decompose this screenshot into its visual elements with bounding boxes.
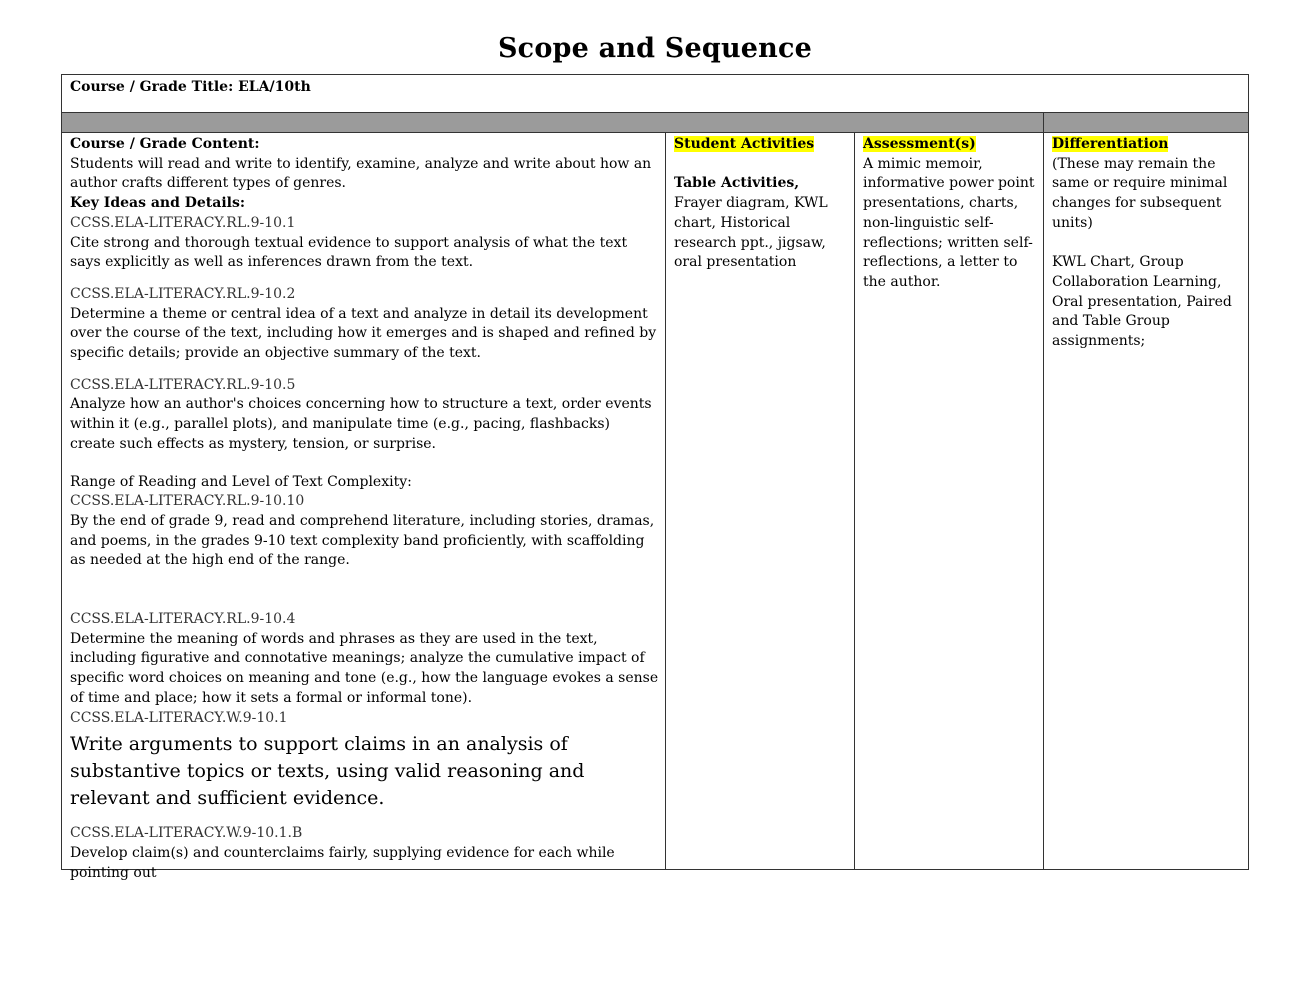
standard-text: Cite strong and thorough textual evidence to support analysis of what the text says explicitly as well as inferences drawn from the text. bbox=[70, 234, 628, 271]
standard-code: CCSS.ELA-LITERACY.RL.9-10.10 bbox=[70, 493, 305, 510]
content-heading: Course / Grade Content: bbox=[70, 136, 260, 152]
student-activities-heading: Student Activities bbox=[674, 136, 815, 152]
differentiation-column bbox=[1044, 133, 1248, 870]
differentiation-heading: Differentiation bbox=[1052, 136, 1169, 152]
standard-code: CCSS.ELA-LITERACY.RL.9-10.2 bbox=[70, 285, 296, 302]
standard-code: CCSS.ELA-LITERACY.RL.9-10.4 bbox=[70, 611, 296, 628]
student-activities-text bbox=[674, 174, 850, 273]
course-title: Course / Grade Title: ELA/10th bbox=[70, 79, 311, 95]
standard-code: CCSS.ELA-LITERACY.W.9-10.1 bbox=[70, 709, 288, 726]
header-bar-divider bbox=[1043, 113, 1044, 132]
course-title-row bbox=[62, 75, 1248, 113]
standard-text-large: Write arguments to support claims in an analysis of substantive topics or texts, using valid reasoning and relevant and sufficient evidence. bbox=[70, 733, 585, 810]
standard-text: Analyze how an author's choices concerning how to structure a text, order events within it (e.g., parallel plots), and manipulate time (e.g., pacing, flashbacks) create such effects as mystery, tension, or surprise. bbox=[70, 396, 652, 452]
standard-text: Determine a theme or central idea of a text and analyze in detail its development over the course of the text, including how it emerges and is shaped and refined by specific details; provide an objective summary of the text. bbox=[70, 305, 657, 362]
scope-table bbox=[61, 74, 1249, 881]
key-ideas-heading: Key Ideas and Details: bbox=[70, 195, 246, 212]
page-title: Scope and Sequence bbox=[497, 33, 813, 64]
content-intro: Students will read and write to identify, examine, analyze and write about how an author crafts different types of genres. bbox=[70, 155, 652, 192]
standard-text: By the end of grade 9, read and comprehend literature, including stories, dramas, and poems, in the grades 9-10 text complexity band proficiently, with scaffolding as needed at the high end of the range. bbox=[70, 512, 655, 569]
content-column bbox=[62, 133, 666, 881]
standard-code: CCSS.ELA-LITERACY.W.9-10.1.B bbox=[70, 825, 303, 842]
assessment-text: A mimic memoir, informative power point presentations, charts, non-linguistic self-reflections; written self-reflections, a letter to the author. bbox=[863, 155, 1035, 290]
standard-text: Determine the meaning of words and phrases as they are used in the text, including figurative and connotative meanings; analyze the cumulative impact of specific word choices on meaning and tone (e.g., how the language evokes a sense of time and place; how it sets a formal or informal tone). bbox=[70, 630, 659, 706]
standard-code: CCSS.ELA-LITERACY.RL.9-10.5 bbox=[70, 376, 296, 393]
range-heading: Range of Reading and Level of Text Complexity: bbox=[70, 473, 412, 490]
standard-text: Develop claim(s) and counterclaims fairly, supplying evidence for each while pointing out bbox=[70, 844, 615, 881]
header-bar bbox=[62, 113, 1248, 133]
differentiation-note: (These may remain the same or require minimal changes for subsequent units) bbox=[1052, 155, 1228, 231]
differentiation-text: KWL Chart, Group Collaboration Learning, Oral presentation, Paired and Table Group assignments; bbox=[1052, 254, 1232, 350]
student-activities-column bbox=[666, 133, 855, 870]
standard-code: CCSS.ELA-LITERACY.RL.9-10.1 bbox=[70, 214, 296, 231]
table-activities-label: Table Activities, bbox=[674, 175, 800, 192]
assessment-column bbox=[855, 133, 1044, 870]
assessment-heading: Assessment(s) bbox=[863, 136, 976, 152]
activities-list: Frayer diagram, KWL chart, Historical research ppt., jigsaw, oral presentation bbox=[674, 195, 828, 271]
